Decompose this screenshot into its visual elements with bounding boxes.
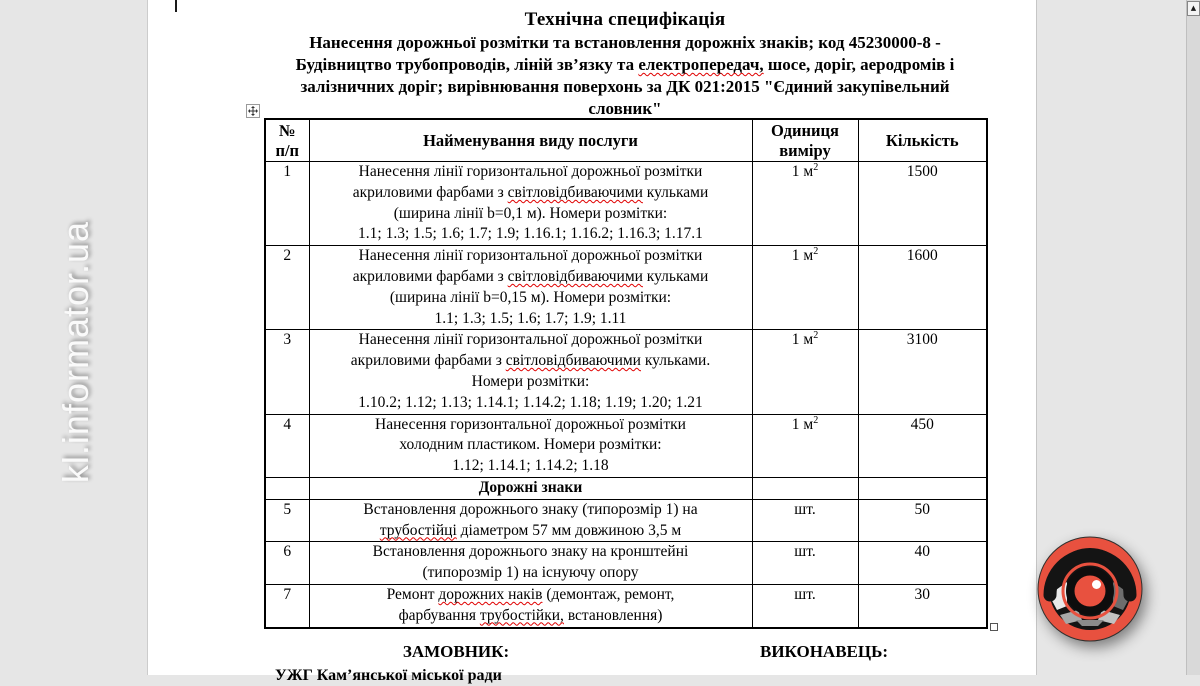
text-line — [310, 521, 752, 542]
text-line — [264, 54, 986, 76]
text-line — [310, 563, 752, 584]
unit-cell — [752, 584, 858, 627]
unit-cell — [752, 162, 858, 246]
text-line — [310, 542, 752, 563]
text-segment: Встановлення дорожнього знаку на кронштейні — [372, 543, 689, 561]
text-segment: шосе, доріг, аеродромів і — [763, 55, 955, 74]
text-segment: Нанесення лінії горизонтальної дорожньої розмітки — [358, 247, 703, 265]
qty-cell: 1600 — [858, 246, 987, 330]
text-line — [310, 330, 752, 351]
unit-cell — [752, 414, 858, 477]
text-segment: 2 — [813, 246, 819, 258]
text-segment: холодним пластиком. Номери розмітки: — [399, 436, 662, 454]
text-line — [310, 585, 752, 606]
text-segment: 1 м — [791, 247, 814, 265]
text-line — [310, 456, 752, 477]
text-segment: встановлення) — [563, 606, 663, 624]
document-title: Технічна специфікація — [524, 9, 726, 30]
name-cell — [309, 499, 752, 542]
text-segment: 1 м — [791, 163, 814, 180]
customer-label: ЗАМОВНИК: — [402, 642, 510, 661]
text-line — [310, 162, 752, 183]
table-body — [265, 162, 987, 628]
text-segment: кульками — [642, 183, 709, 201]
scroll-up-arrow-icon: ▲ — [1190, 4, 1197, 12]
text-segment: акриловими фарбами з — [352, 267, 508, 285]
text-segment: 2 — [813, 330, 819, 342]
text-segment: фарбування — [398, 606, 480, 624]
section-row — [265, 477, 987, 499]
num-cell: 2 — [265, 246, 309, 330]
table-row — [265, 414, 987, 477]
text-line — [264, 98, 986, 120]
misspelled-word: світловідбиваючими — [505, 352, 641, 370]
qty-cell — [858, 477, 987, 499]
text-segment: 1.12; 1.14.1; 1.14.2; 1.18 — [452, 457, 609, 475]
header-unit-line2: виміру — [779, 140, 831, 160]
num-cell: 1 — [265, 162, 309, 246]
specification-table — [264, 118, 988, 629]
qty-cell: 50 — [858, 499, 987, 542]
name-cell — [309, 414, 752, 477]
informator-eye-logo — [1035, 534, 1145, 644]
text-segment: шт. — [794, 543, 816, 561]
num-cell — [265, 477, 309, 499]
contractor-label: ВИКОНАВЕЦЬ: — [760, 642, 888, 661]
text-line — [310, 183, 752, 204]
name-cell: Дорожні знаки — [309, 477, 752, 499]
table-move-handle[interactable] — [246, 104, 260, 118]
table-row — [265, 246, 987, 330]
header-unit-line1: Одиниця — [771, 120, 839, 140]
misspelled-word: світловідбиваючими — [507, 183, 643, 201]
name-cell — [309, 584, 752, 627]
table-header-row — [265, 119, 987, 162]
text-segment: Нанесення лінії горизонтальної дорожньої розмітки — [358, 163, 703, 180]
qty-cell: 30 — [858, 584, 987, 627]
text-segment: Встановлення дорожнього знаку (типорозмір 1) на — [363, 500, 698, 518]
num-cell: 7 — [265, 584, 309, 627]
page-crop-mark — [175, 0, 177, 12]
header-name-label: Найменування виду послуги — [423, 130, 638, 150]
text-line — [310, 309, 752, 330]
header-name — [309, 119, 752, 162]
header-num — [265, 119, 309, 162]
misspelled-word: дорожних наків — [438, 585, 543, 603]
name-cell — [309, 246, 752, 330]
text-segment: шт. — [794, 500, 816, 518]
num-cell: 6 — [265, 542, 309, 585]
unit-cell — [752, 246, 858, 330]
text-segment: кульками — [642, 267, 709, 285]
text-line — [310, 224, 752, 245]
text-segment: діаметром 57 мм довжиною 3,5 м — [456, 521, 682, 539]
text-segment: 2 — [813, 161, 819, 173]
watermark: kl.informator.ua — [55, 220, 96, 484]
text-segment: Нанесення лінії горизонтальної дорожньої розмітки — [358, 331, 703, 349]
text-line — [310, 288, 752, 309]
header-num-line2: п/п — [275, 140, 300, 160]
name-cell — [309, 330, 752, 414]
unit-cell — [752, 477, 858, 499]
text-segment: словник" — [588, 99, 662, 118]
text-segment: 1.1; 1.3; 1.5; 1.6; 1.7; 1.9; 1.16.1; 1.16.2; 1.16.3; 1.17.1 — [358, 225, 703, 243]
text-segment: акриловими фарбами з — [350, 352, 506, 370]
unit-cell — [752, 542, 858, 585]
move-cross-icon — [248, 106, 258, 116]
text-line — [310, 267, 752, 288]
text-line — [310, 393, 752, 414]
header-qty — [858, 119, 987, 162]
header-qty-label: Кількість — [885, 130, 959, 150]
text-segment: Нанесення горизонтальної дорожньої розмітки — [375, 415, 686, 433]
misspelled-word: електропередач, — [638, 55, 764, 74]
header-unit — [752, 119, 858, 162]
table-row — [265, 542, 987, 585]
text-line — [310, 415, 752, 436]
text-line — [310, 606, 752, 627]
unit-cell — [752, 330, 858, 414]
qty-cell: 40 — [858, 542, 987, 585]
text-segment: кульками. — [640, 352, 711, 370]
text-segment: (ширина лінії b=0,15 м). Номери розмітки: — [389, 288, 672, 306]
eye-logo-icon — [1035, 534, 1145, 644]
qty-cell: 1500 — [858, 162, 987, 246]
text-segment: Номери розмітки: — [471, 372, 590, 390]
text-segment: Ремонт — [386, 585, 439, 603]
misspelled-word: світловідбиваючими — [507, 267, 643, 285]
text-segment: акриловими фарбами з — [352, 183, 508, 201]
text-line — [310, 351, 752, 372]
document-page — [147, 0, 1037, 684]
text-line — [310, 372, 752, 393]
text-segment: Будівництво трубопроводів, ліній зв’язку та — [295, 55, 639, 74]
text-segment: 2 — [813, 414, 819, 426]
text-line — [264, 76, 986, 98]
text-line — [310, 500, 752, 521]
text-segment: (ширина лінії b=0,1 м). Номери розмітки: — [393, 204, 668, 222]
vertical-scrollbar[interactable] — [1186, 0, 1200, 675]
table-resize-handle[interactable] — [990, 623, 998, 631]
text-line — [310, 435, 752, 456]
scrollbar-up-button[interactable] — [1187, 1, 1200, 16]
text-line — [310, 204, 752, 225]
table-row — [265, 499, 987, 542]
text-segment: (типорозмір 1) на існуючу опору — [422, 564, 639, 582]
text-segment: (демонтаж, ремонт, — [542, 585, 675, 603]
num-cell: 5 — [265, 499, 309, 542]
text-segment: залізничних доріг; вирівнювання поверхонь за ДК 021:2015 "Єдиний закупівельний — [300, 77, 950, 96]
header-num-line1: № — [278, 120, 296, 140]
table-row — [265, 584, 987, 627]
num-cell: 4 — [265, 414, 309, 477]
name-cell — [309, 542, 752, 585]
text-line — [310, 246, 752, 267]
text-segment: 1.10.2; 1.12; 1.13; 1.14.1; 1.14.2; 1.18; 1.19; 1.20; 1.21 — [358, 393, 703, 411]
text-segment: шт. — [794, 585, 816, 603]
text-segment: Нанесення дорожньої розмітки та встановлення дорожніх знаків; код 45230000-8 - — [309, 33, 941, 52]
document-header — [264, 8, 986, 120]
customer-name-partial: УЖГ Кам’янської міської ради — [275, 667, 502, 684]
name-cell — [309, 162, 752, 246]
table-row — [265, 330, 987, 414]
document-subtitle — [264, 32, 986, 120]
text-line — [264, 32, 986, 54]
num-cell: 3 — [265, 330, 309, 414]
text-segment: 1 м — [791, 415, 814, 433]
misspelled-word: трубостійці — [379, 521, 457, 539]
text-segment: 1 м — [791, 331, 814, 349]
qty-cell: 3100 — [858, 330, 987, 414]
table-row — [265, 162, 987, 246]
text-segment: 1.1; 1.3; 1.5; 1.6; 1.7; 1.9; 1.11 — [434, 309, 627, 327]
unit-cell — [752, 499, 858, 542]
qty-cell: 450 — [858, 414, 987, 477]
misspelled-word: трубостійки, — [479, 606, 564, 624]
